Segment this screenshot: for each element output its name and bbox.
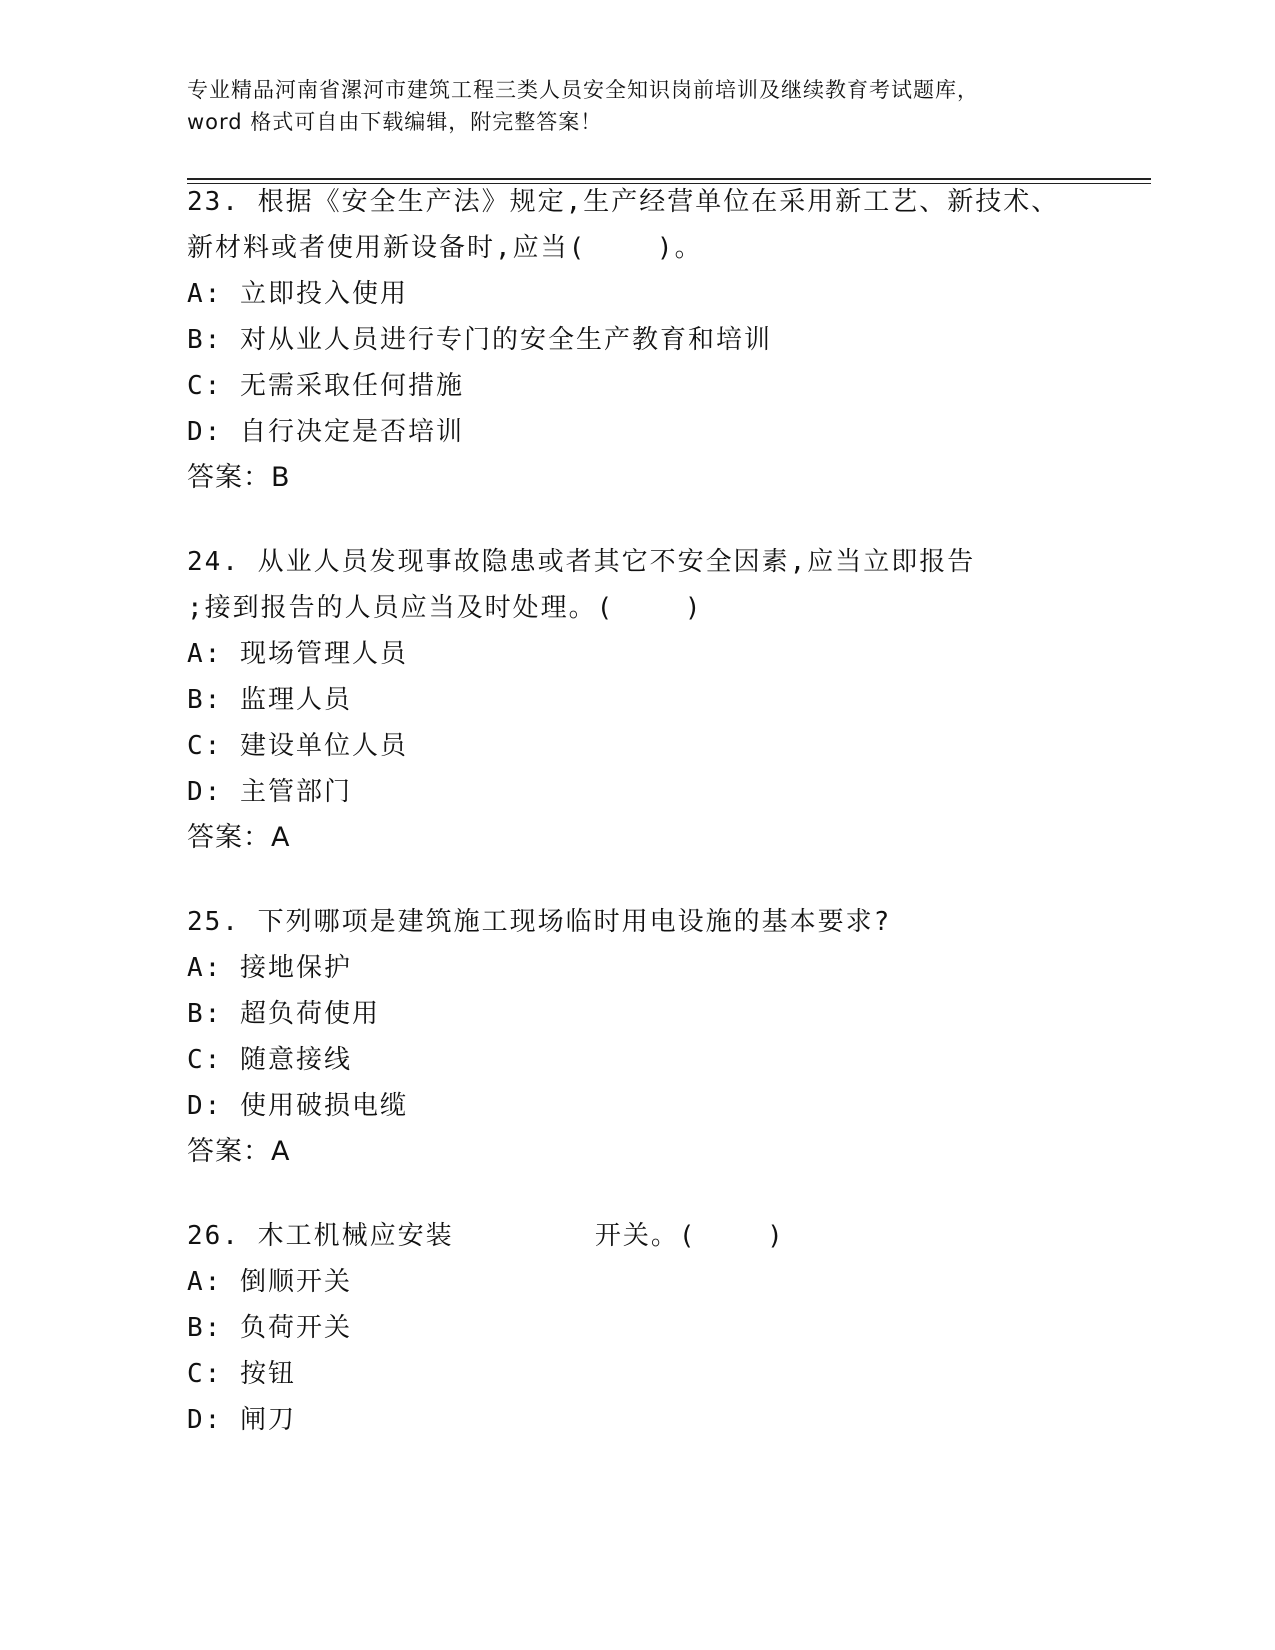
option-b: B: 超负荷使用 xyxy=(187,999,380,1029)
question-stem-line: 26. 木工机械应安装 开关。( ) xyxy=(187,1221,785,1251)
question-26 xyxy=(187,1213,1127,1443)
option-d: D: 使用破损电缆 xyxy=(187,1091,408,1121)
question-23 xyxy=(187,179,1127,501)
question-25 xyxy=(187,899,1127,1175)
document-header xyxy=(187,74,1087,138)
option-d: D: 闸刀 xyxy=(187,1405,296,1435)
question-stem-line: 25. 下列哪项是建筑施工现场临时用电设施的基本要求? xyxy=(187,907,892,937)
option-d: D: 主管部门 xyxy=(187,777,352,807)
option-a: A: 现场管理人员 xyxy=(187,639,408,669)
question-stem-line: 23. 根据《安全生产法》规定,生产经营单位在采用新工艺、新技术、 xyxy=(187,187,1060,217)
option-a: A: 接地保护 xyxy=(187,953,352,983)
option-a: A: 倒顺开关 xyxy=(187,1267,352,1297)
question-stem-line: 24. 从业人员发现事故隐患或者其它不安全因素,应当立即报告 xyxy=(187,547,976,577)
option-b: B: 监理人员 xyxy=(187,685,352,715)
option-b: B: 对从业人员进行专门的安全生产教育和培训 xyxy=(187,325,772,355)
option-c: C: 随意接线 xyxy=(187,1045,352,1075)
option-c: C: 按钮 xyxy=(187,1359,296,1389)
header-title-line-2: word 格式可自由下载编辑，附完整答案！ xyxy=(187,110,603,134)
answer-line: 答案：A xyxy=(187,822,291,853)
option-c: C: 无需采取任何措施 xyxy=(187,371,464,401)
option-d: D: 自行决定是否培训 xyxy=(187,417,464,447)
question-24 xyxy=(187,539,1127,861)
question-stem-line: ;接到报告的人员应当及时处理。( ) xyxy=(187,593,703,623)
header-title-line-1: 专业精品河南省漯河市建筑工程三类人员安全知识岗前培训及继续教育考试题库， xyxy=(187,78,979,102)
option-a: A: 立即投入使用 xyxy=(187,279,408,309)
answer-line: 答案：B xyxy=(187,462,291,493)
option-c: C: 建设单位人员 xyxy=(187,731,408,761)
question-stem-line: 新材料或者使用新设备时,应当( )。 xyxy=(187,233,703,263)
option-b: B: 负荷开关 xyxy=(187,1313,352,1343)
answer-line: 答案：A xyxy=(187,1136,291,1167)
